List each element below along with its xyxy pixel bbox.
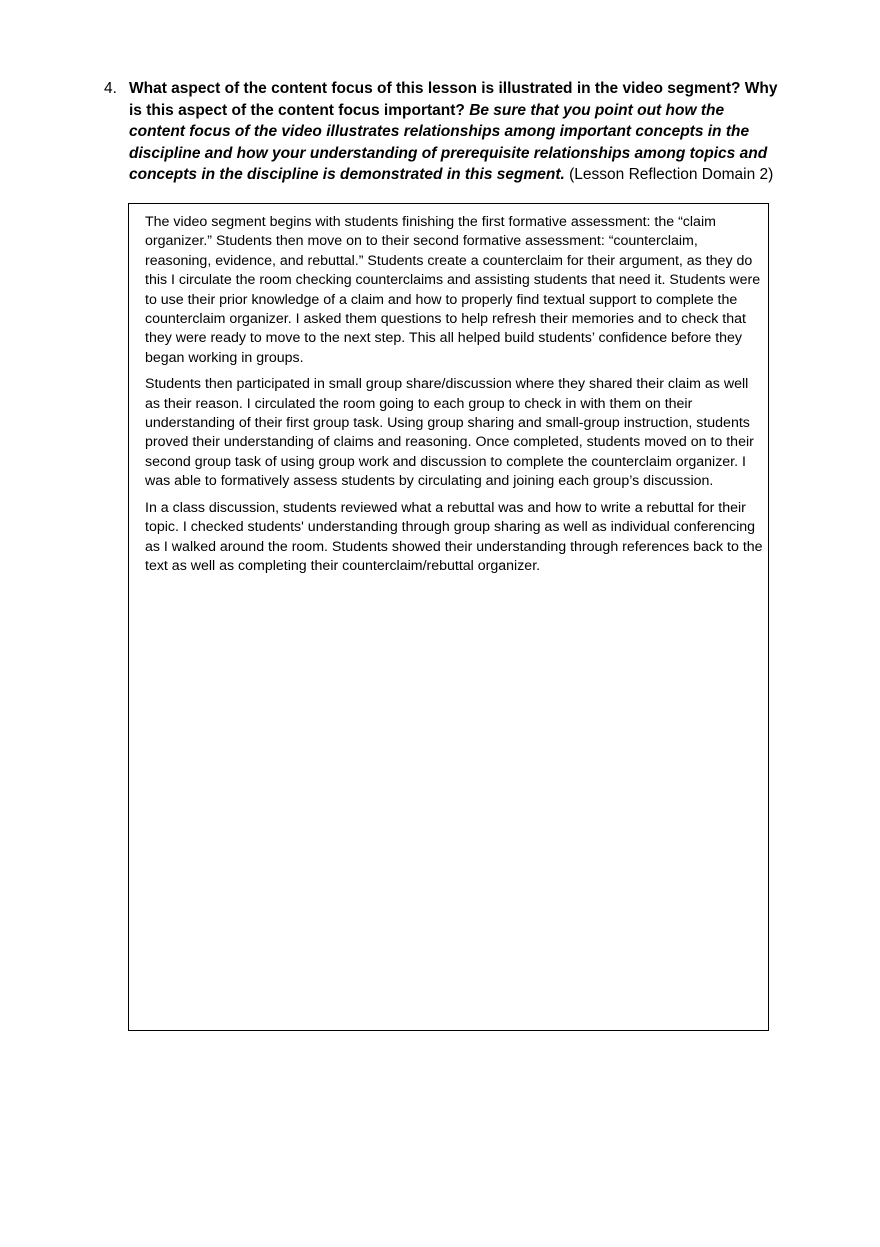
answer-paragraph-3: In a class discussion, students reviewed what a rebuttal was and how to write a rebuttal for their topic. I checked students' understanding through group sharing as well as individual conferencing as I walked around the room. Students showed their understanding through references back to the text as well as completing their counterclaim/rebuttal organizer. — [145, 499, 763, 574]
answer-paragraph-2: Students then participated in small group share/discussion where they shared their claim as well as their reason. I circulated the room going to each group to check in with them on their understanding of their first group task. Using group sharing and small-group instruction, students proved their understanding of claims and reasoning. Once completed, students moved on to their second group task of using group work and discussion to complete the counterclaim organizer. I was able to formatively assess students by circulating and joining each group’s discussion. — [145, 376, 754, 490]
question-domain-reference: (Lesson Reflection Domain 2) — [569, 166, 774, 183]
question-number: 4. — [104, 80, 117, 97]
question-prompt: What aspect of the content focus of this lesson is illustrated in the video segment? Why is this aspect of the content focus important? — [129, 80, 778, 119]
answer-text-box[interactable] — [128, 203, 769, 1031]
answer-content — [145, 213, 766, 583]
question-text — [129, 78, 780, 186]
answer-paragraph-1: The video segment begins with students finishing the first formative assessment: the “claim organizer.” Students then move on to their second formative assessment: “counterclaim, reasoning, evidence, and rebuttal.” Students create a counterclaim for their argument, as they do this I circulate the room checking counterclaims and assisting students that need it. Students were to use their prior knowledge of a claim and how to properly find textual support to complete the counterclaim organizer. I asked them questions to help refresh their memories and to check that they were ready to move to the next step. This all helped build students’ confidence before they began working in groups. — [145, 214, 761, 366]
reflection-question — [104, 78, 780, 186]
question-guidance: Be sure that you point out how the content focus of the video illustrates relationships among important concepts in the discipline and how your understanding of prerequisite relationships among topics and concepts in the discipline is demonstrated in this segment. — [129, 101, 768, 183]
